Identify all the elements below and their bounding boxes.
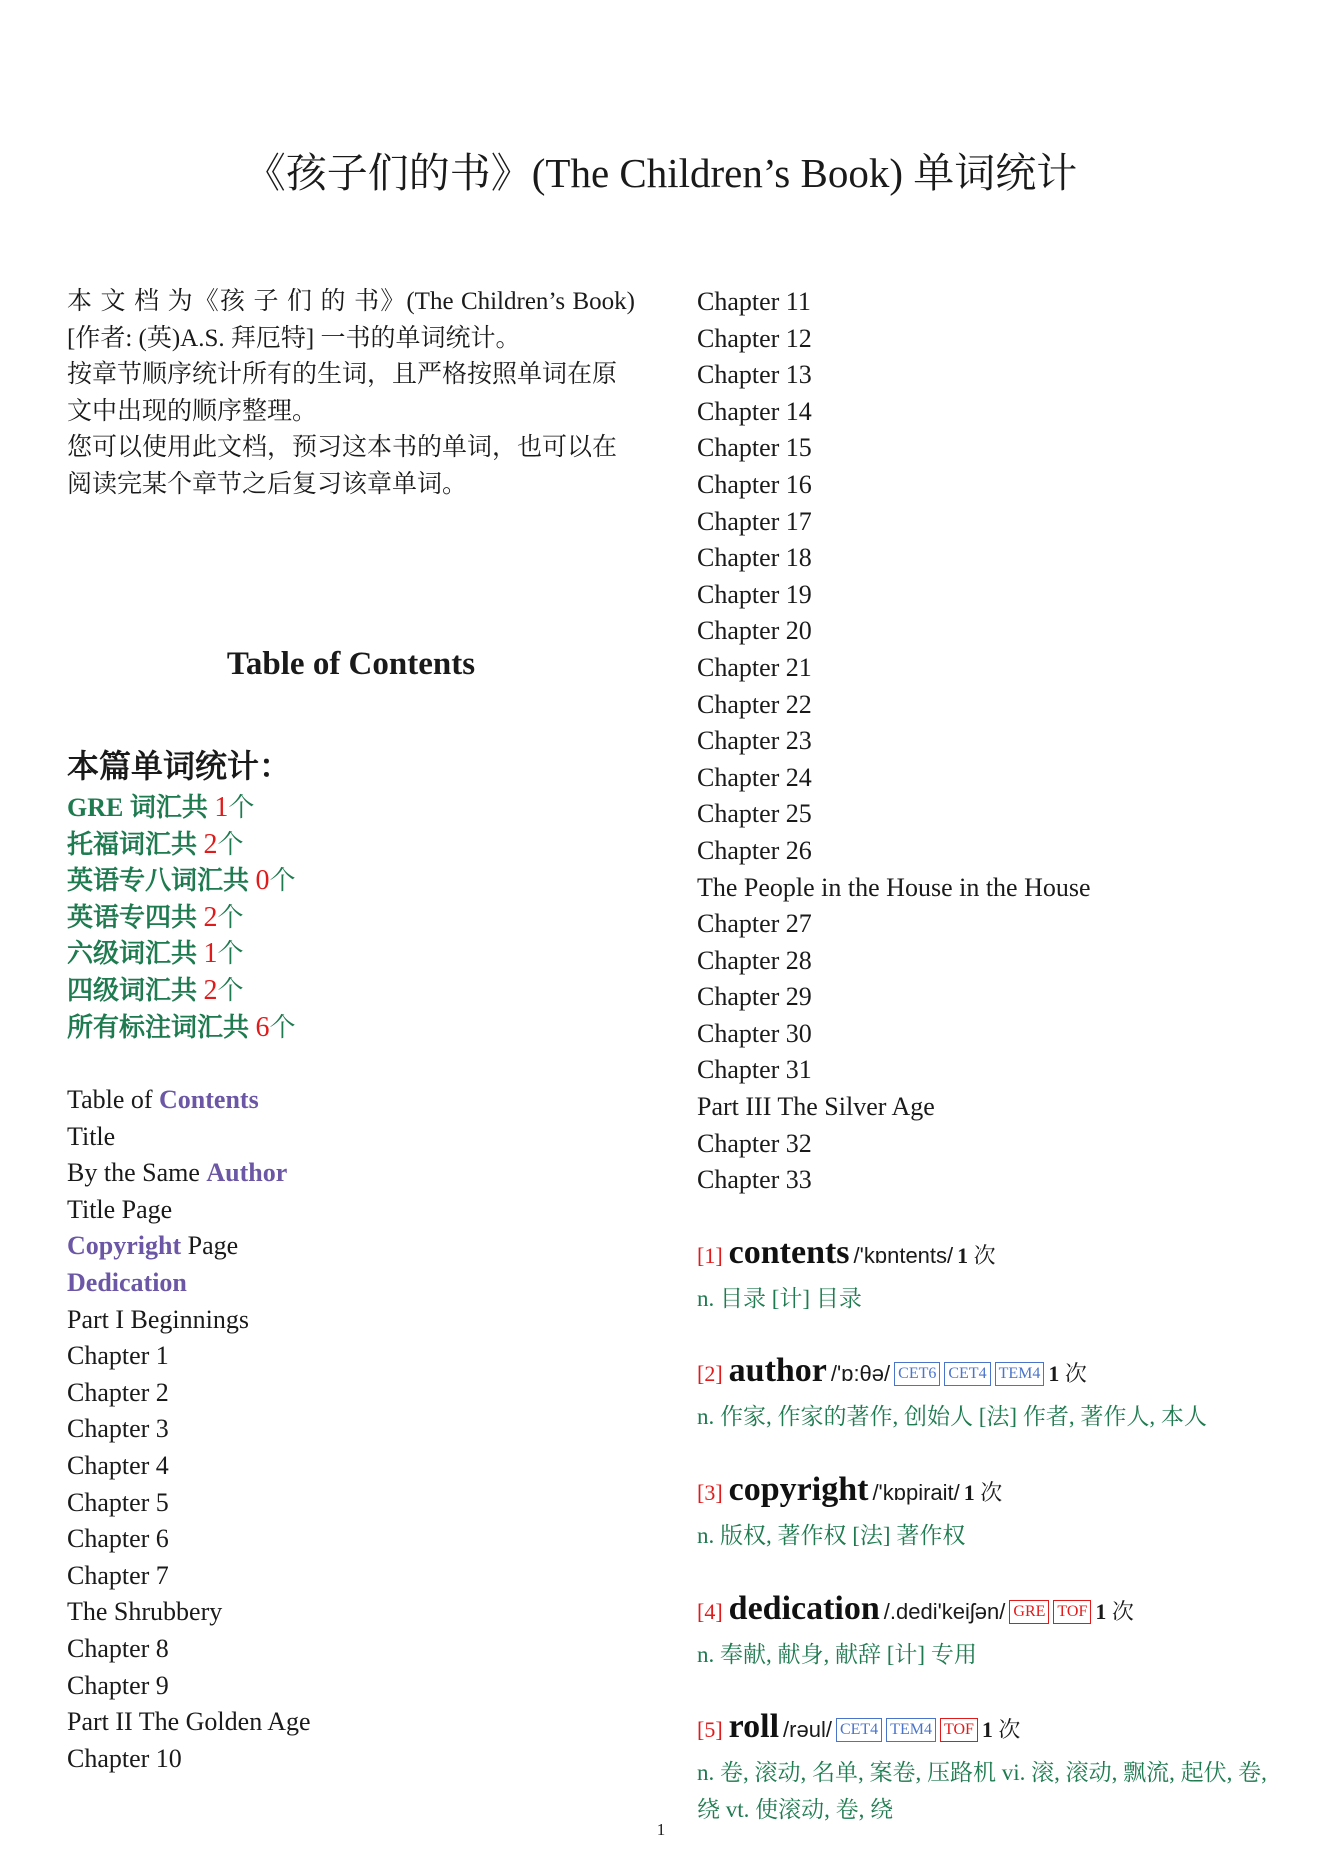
stat-tem4 xyxy=(67,900,296,937)
entry-count-number: 1 xyxy=(981,1717,993,1743)
toc-link[interactable]: Chapter 3 xyxy=(67,1414,169,1444)
toc-link[interactable]: Chapter 19 xyxy=(697,579,812,609)
exam-tag: TEM4 xyxy=(886,1718,936,1742)
toc-link[interactable]: Chapter 6 xyxy=(67,1524,169,1554)
toc-link-title-page[interactable]: Title Page xyxy=(67,1194,173,1224)
toc-link[interactable]: Chapter 18 xyxy=(697,543,812,573)
entry-count-unit: 次 xyxy=(974,1480,1003,1506)
toc-link[interactable]: Chapter 13 xyxy=(697,360,812,390)
toc-link[interactable]: Chapter 32 xyxy=(697,1128,812,1158)
toc-link[interactable]: Chapter 12 xyxy=(697,323,812,353)
toc-link[interactable]: Chapter 16 xyxy=(697,469,812,499)
toc-link-highlight: Copyright xyxy=(67,1231,182,1261)
toc-link-highlight: Dedication xyxy=(67,1267,187,1297)
word-entry xyxy=(697,1233,1277,1318)
entry-phonetic: /'kɒpirait/ xyxy=(872,1480,960,1506)
stat-unit: 个 xyxy=(217,902,244,932)
toc-link-text: Page xyxy=(181,1231,239,1261)
stat-count: 2 xyxy=(203,901,218,933)
entry-definition: n. 卷, 滚动, 名单, 案卷, 压路机 vi. 滚, 滚动, 飘流, 起伏, 卷, 绕 vt. 使滚动, 卷, 绕 xyxy=(697,1760,1267,1822)
stat-unit: 个 xyxy=(217,829,244,859)
entry-head xyxy=(697,1707,1277,1753)
toc-link[interactable]: The Shrubbery xyxy=(67,1597,223,1627)
toc-link[interactable]: Part III The Silver Age xyxy=(697,1092,935,1122)
left-column xyxy=(67,284,635,1773)
page-title: 《孩子们的书》(The Children’s Book) 单词统计 xyxy=(244,150,1078,196)
toc-link-text: Table of xyxy=(67,1085,160,1114)
stat-label: 托福词汇共 xyxy=(67,829,204,859)
toc-link-highlight: Author xyxy=(206,1158,288,1188)
toc-heading: Table of Contents xyxy=(226,646,476,682)
toc-list-right xyxy=(697,284,1277,1199)
stat-unit: 个 xyxy=(269,1012,296,1042)
exam-tag: TOF xyxy=(940,1718,978,1742)
entry-count-number: 1 xyxy=(963,1480,975,1506)
entry-word: contents xyxy=(728,1233,850,1271)
stat-unit: 个 xyxy=(228,793,255,822)
entry-count-unit: 次 xyxy=(968,1242,996,1268)
intro xyxy=(67,284,635,504)
entry-count-number: 1 xyxy=(957,1242,969,1268)
toc-link-highlight: Contents xyxy=(159,1085,259,1114)
entry-index: [5] xyxy=(697,1717,723,1743)
word-stats xyxy=(67,746,296,1046)
entry-count-unit: 次 xyxy=(1059,1361,1087,1387)
stat-unit: 个 xyxy=(217,975,244,1005)
entry-count xyxy=(1095,1599,1134,1624)
toc-link-text: By the Same xyxy=(67,1158,207,1188)
entry-count xyxy=(982,1717,1021,1742)
toc-link[interactable]: Chapter 8 xyxy=(67,1633,169,1663)
toc-link[interactable]: Chapter 23 xyxy=(697,726,812,756)
entry-phonetic: /rəul/ xyxy=(783,1717,832,1743)
entry-definition: n. 版权, 著作权 [法] 著作权 xyxy=(697,1523,966,1549)
entry-count xyxy=(1048,1361,1087,1386)
word-entry xyxy=(697,1351,1277,1436)
entry-head xyxy=(697,1351,1277,1397)
right-column xyxy=(697,284,1277,1862)
stat-label: 六级词汇共 xyxy=(67,939,204,969)
stat-count: 0 xyxy=(255,865,270,897)
exam-tag: TOF xyxy=(1053,1600,1091,1624)
toc-link[interactable]: Chapter 11 xyxy=(697,287,811,316)
toc-link[interactable]: Chapter 21 xyxy=(697,652,812,682)
toc-link[interactable]: Chapter 1 xyxy=(67,1341,169,1371)
stat-count: 2 xyxy=(203,974,218,1006)
toc-link[interactable]: Chapter 15 xyxy=(697,433,812,463)
exam-tag: CET6 xyxy=(894,1362,940,1386)
stat-count: 1 xyxy=(214,792,229,823)
toc-link-same-author[interactable] xyxy=(67,1155,311,1192)
entry-count-unit: 次 xyxy=(992,1717,1021,1743)
exam-tag: TEM4 xyxy=(995,1362,1045,1386)
entry-count xyxy=(964,1480,1003,1505)
toc-link[interactable]: Chapter 7 xyxy=(67,1560,169,1590)
exam-tag: CET4 xyxy=(836,1718,882,1742)
toc-link[interactable]: Chapter 30 xyxy=(697,1018,812,1048)
entry-count-number: 1 xyxy=(1095,1598,1107,1624)
stat-count: 2 xyxy=(203,828,218,860)
entry-definition: n. 作家, 作家的著作, 创始人 [法] 作者, 著作人, 本人 xyxy=(697,1404,1207,1430)
entry-head xyxy=(697,1589,1277,1635)
toc-link-title[interactable]: Title xyxy=(67,1121,116,1151)
entry-word: roll xyxy=(728,1708,780,1746)
toc-link[interactable]: Chapter 14 xyxy=(697,396,812,426)
stat-count: 6 xyxy=(255,1011,270,1043)
page-number: 1 xyxy=(656,1820,666,1839)
toc-link-dedication[interactable] xyxy=(67,1265,311,1302)
intro-line-2: 按章节顺序统计所有的生词，且严格按照单词在原文中出现的顺序整理。 xyxy=(67,361,618,425)
intro-line-3: 您可以使用此文档，预习这本书的单词，也可以在阅读完某个章节之后复习该章单词。 xyxy=(67,434,618,498)
entry-phonetic: /'ɒ:θə/ xyxy=(830,1361,891,1387)
entry-phonetic: /'kɒntents/ xyxy=(853,1242,954,1268)
word-entries xyxy=(697,1233,1277,1829)
toc-link-copyright[interactable] xyxy=(67,1228,311,1265)
stat-all xyxy=(67,1010,296,1047)
toc-link[interactable]: Chapter 4 xyxy=(67,1450,169,1480)
word-entry xyxy=(697,1589,1277,1674)
stat-unit: 个 xyxy=(217,939,244,969)
toc-link[interactable]: Chapter 24 xyxy=(697,762,812,792)
entry-definition: n. 目录 [计] 目录 xyxy=(697,1285,862,1311)
entry-head xyxy=(697,1233,1277,1279)
stat-cet4 xyxy=(67,973,296,1010)
toc-link[interactable]: Chapter 17 xyxy=(697,506,812,536)
stat-label: GRE 词汇共 xyxy=(67,793,215,822)
exam-tag: GRE xyxy=(1009,1600,1049,1624)
toc-link[interactable]: Chapter 25 xyxy=(697,799,812,829)
stat-gre xyxy=(67,790,296,827)
entry-count xyxy=(957,1243,996,1268)
toc-link-contents[interactable] xyxy=(67,1082,311,1119)
exam-tag: CET4 xyxy=(944,1362,990,1386)
entry-index: [1] xyxy=(697,1242,723,1268)
stat-count: 1 xyxy=(203,938,218,970)
toc-link[interactable]: Chapter 10 xyxy=(67,1743,182,1773)
stat-label: 所有标注词汇共 xyxy=(67,1012,256,1042)
toc-list-left xyxy=(67,1082,311,1777)
toc-link[interactable]: Part I Beginnings xyxy=(67,1304,249,1334)
entry-phonetic: /.dedi'keiʃən/ xyxy=(883,1598,1006,1624)
toc-link[interactable]: Chapter 29 xyxy=(697,982,812,1012)
entry-index: [4] xyxy=(697,1598,723,1624)
word-stats-title: 本篇单词统计： xyxy=(67,748,292,784)
toc-link[interactable]: Chapter 2 xyxy=(67,1377,169,1407)
entry-head xyxy=(697,1470,1277,1516)
stat-cet6 xyxy=(67,936,296,973)
toc-link[interactable]: Chapter 20 xyxy=(697,616,812,646)
stat-unit: 个 xyxy=(269,866,296,896)
toc-link[interactable]: The People in the House in the House xyxy=(697,872,1091,902)
stat-toefl xyxy=(67,827,296,864)
stat-label: 四级词汇共 xyxy=(67,975,204,1005)
toc-link[interactable]: Chapter 27 xyxy=(697,909,812,939)
entry-word: dedication xyxy=(728,1589,880,1627)
toc-link[interactable]: Chapter 5 xyxy=(67,1487,169,1517)
toc-link[interactable]: Chapter 28 xyxy=(697,945,812,975)
entry-word: author xyxy=(728,1352,827,1390)
entry-count-number: 1 xyxy=(1048,1361,1060,1387)
toc-link[interactable]: Chapter 9 xyxy=(67,1670,169,1700)
toc-link[interactable]: Chapter 33 xyxy=(697,1165,812,1195)
toc-link[interactable]: Part II The Golden Age xyxy=(67,1707,311,1737)
word-entry xyxy=(697,1707,1277,1828)
word-entry xyxy=(697,1470,1277,1555)
entry-count-unit: 次 xyxy=(1106,1598,1134,1624)
toc-link[interactable]: Chapter 26 xyxy=(697,835,812,865)
toc-link[interactable]: Chapter 22 xyxy=(697,689,812,719)
entry-definition: n. 奉献, 献身, 献辞 [计] 专用 xyxy=(697,1641,977,1667)
entry-index: [3] xyxy=(697,1480,723,1506)
stat-label: 英语专八词汇共 xyxy=(67,866,256,896)
toc-link[interactable]: Chapter 31 xyxy=(697,1055,812,1085)
intro-line-1: 本 文 档 为《孩 子 们 的 书》(The Children’s Book)[作者: (英)A.S. 拜厄特] 一书的单词统计。 xyxy=(67,288,635,352)
stat-label: 英语专四共 xyxy=(67,902,204,932)
entry-index: [2] xyxy=(697,1361,723,1387)
stat-tem8 xyxy=(67,863,296,900)
entry-word: copyright xyxy=(728,1471,869,1509)
